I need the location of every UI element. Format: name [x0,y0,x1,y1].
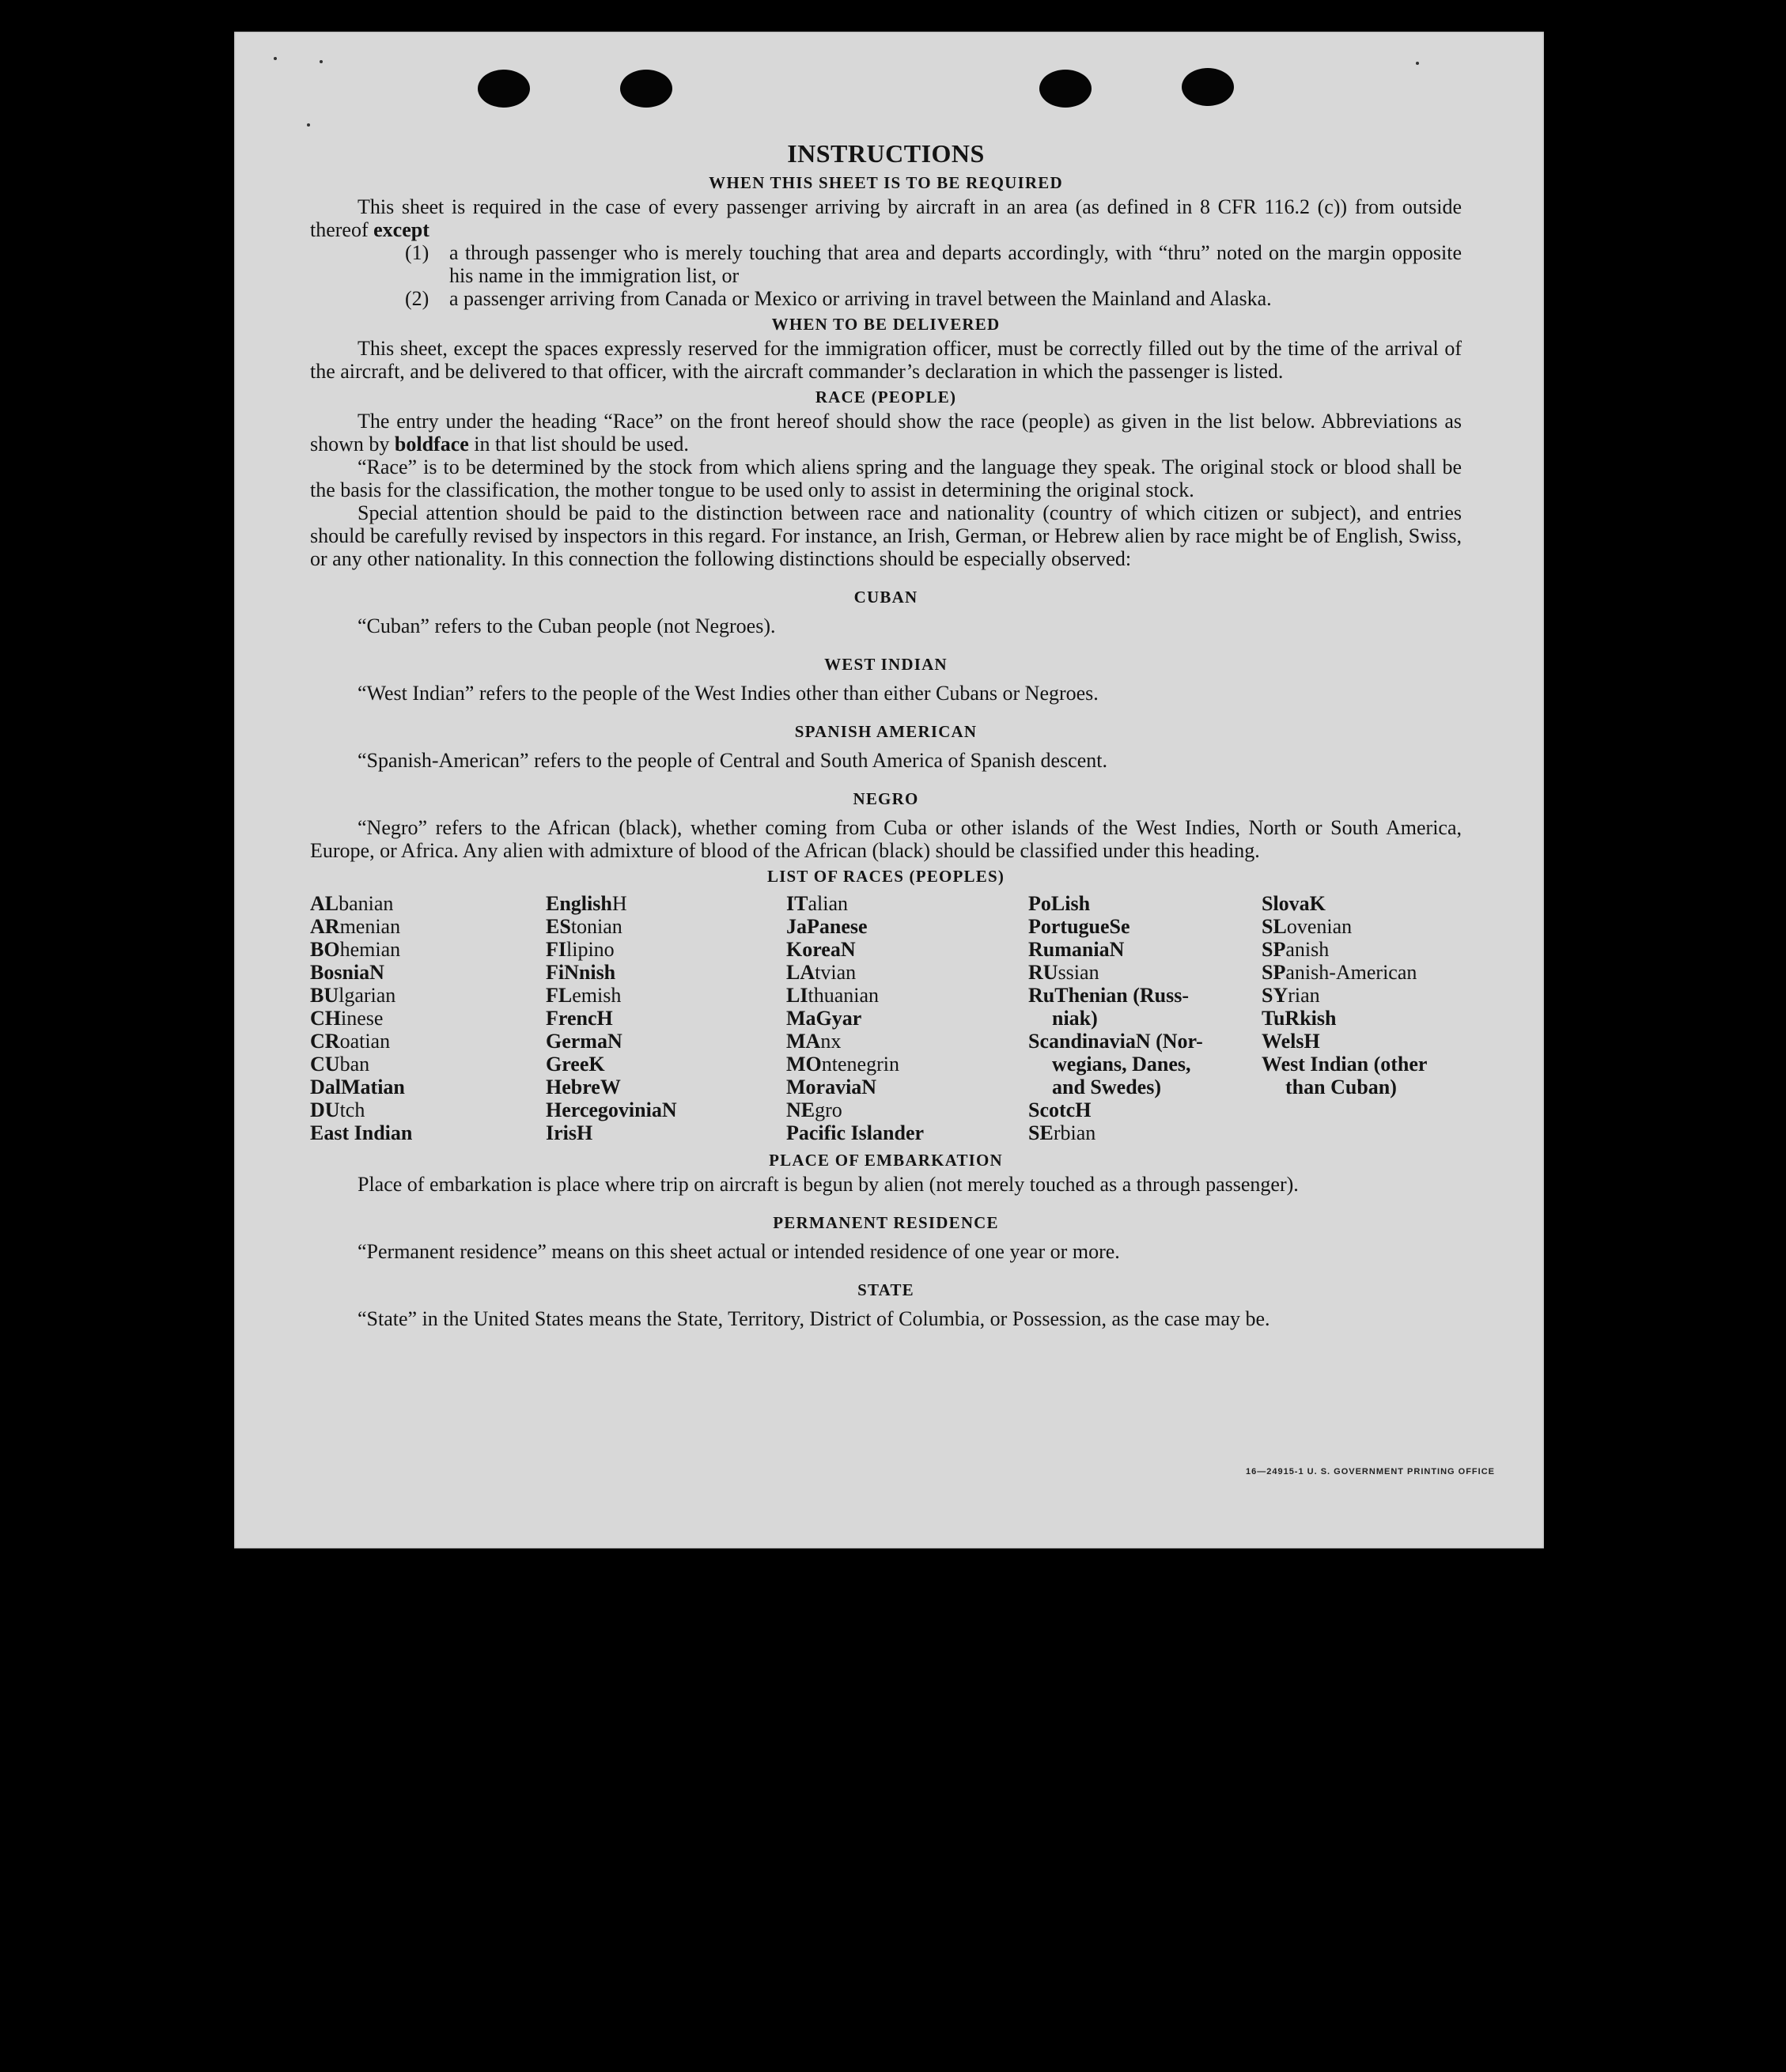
race-abbrev: East Indian [310,1121,413,1144]
text: This sheet is required in the case of every passenger arriving by aircraft in an area (as defined in 8 CFR 116.2 (c)) from outside thereof [310,195,1462,241]
race-abbrev: RU [1028,961,1058,984]
race-entry [1028,1121,1262,1144]
race-rest: lgarian [339,984,396,1007]
race-rest: inese [341,1007,384,1030]
item-number: (2) [405,287,429,310]
section-heading: CUBAN [853,588,918,607]
race-rest: tonian [570,915,622,938]
item-number: (1) [405,241,429,264]
race-entry [1262,1053,1462,1076]
item-text: a through passenger who is merely touching that area and departs accordingly, with “thru” noted on the margin opposite his name in the immigration list, or [449,241,1462,287]
race-entry [546,1030,786,1053]
race-entry [1262,1076,1462,1098]
race-abbrev: NE [786,1098,815,1121]
punch-hole [1182,68,1234,106]
race-entry [1028,1076,1262,1098]
race-abbrev: MoraviaN [786,1076,877,1098]
race-entry [1028,892,1262,915]
race-entry [546,1007,786,1030]
race-entry [786,1076,1028,1098]
punch-hole [1039,70,1092,108]
paragraph: “Permanent residence” means on this sheet actual or intended residence of one year or more. [358,1240,1120,1263]
race-abbrev: BosniaN [310,961,384,984]
race-abbrev: West Indian (other [1262,1053,1428,1076]
race-entry [1028,915,1262,938]
paragraph: “Negro” refers to the African (black), whether coming from Cuba or other islands of the West Indies, North or South America, Europe, or Africa. Any alien with admixture of blood of the African (black) should be classified under this heading. [310,816,1462,862]
race-rest: alian [808,892,848,915]
item-text: a passenger arriving from Canada or Mexico or arriving in travel between the Mainland and Alaska. [449,287,1272,310]
race-entry [786,984,1028,1007]
race-entry [310,1053,546,1076]
race-rest: H [611,892,627,915]
section-heading: WHEN THIS SHEET IS TO BE REQUIRED [709,173,1063,192]
race-abbrev: English [546,892,612,915]
race-rest: anish-American [1285,961,1417,984]
document-sheet [234,32,1544,1548]
paragraph [310,195,1462,241]
punch-hole [620,70,672,108]
race-abbrev: GermaN [546,1030,622,1053]
text: in that list should be used. [474,433,689,456]
race-entry [546,1053,786,1076]
race-entry [786,1007,1028,1030]
race-entry [1028,1007,1262,1030]
race-entry [1262,1030,1462,1053]
race-abbrev: ES [546,915,571,938]
race-abbrev: FrencH [546,1007,613,1030]
race-entry [1262,1007,1462,1030]
race-rest: anish [1285,938,1330,961]
race-abbrev: JaPanese [786,915,868,938]
race-abbrev: FiNnish [546,961,616,984]
race-abbrev: DU [310,1098,340,1121]
race-entry [546,1076,786,1098]
race-entry [546,938,786,961]
race-entry [1262,1098,1462,1121]
race-entry [786,1098,1028,1121]
race-entry [310,961,546,984]
race-rest: tvian [815,961,857,984]
race-abbrev: ScotcH [1028,1098,1092,1121]
paragraph: “West Indian” refers to the people of the West Indies other than either Cubans or Negroes. [358,682,1099,705]
punch-hole [478,70,530,108]
race-abbrev: TuRkish [1262,1007,1337,1030]
race-abbrev: CU [310,1053,340,1076]
paragraph: Special attention should be paid to the distinction between race and nationality (country of which citizen or subject), and entries should be carefully revised by inspectors in this regard. For instance, an Irish, German, or Hebrew alien by race might be of English, Swiss, or any other nationality. In this connection the following distinctions should be especially observed: [310,501,1462,570]
speck [274,57,277,60]
race-entry [1028,1030,1262,1053]
instructions-body [310,138,1462,1330]
race-entry [546,961,786,984]
race-entry [310,1076,546,1098]
race-abbrev: IrisH [546,1121,593,1144]
race-entry [546,1121,786,1144]
race-rest: ssian [1058,961,1099,984]
race-abbrev: AR [310,915,340,938]
race-entry [310,1098,546,1121]
paragraph: “State” in the United States means the State, Territory, District of Columbia, or Possession, as the case may be. [358,1307,1270,1330]
race-entry [786,1030,1028,1053]
printer-code: 16—24915-1 U. S. GOVERNMENT PRINTING OFFICE [1245,1467,1495,1476]
page-title: INSTRUCTIONS [787,139,985,168]
race-entry [1028,961,1262,984]
text: The entry under the heading “Race” on the front hereof should show the race (people) as given in the list below. Abbreviations as shown by [310,410,1462,456]
race-abbrev: MA [786,1030,821,1053]
race-abbrev: IT [786,892,808,915]
race-entry [786,892,1028,915]
race-entry [1262,892,1462,915]
race-abbrev: CR [310,1030,340,1053]
race-entry [1028,1098,1262,1121]
race-entry [786,961,1028,984]
race-entry [310,1007,546,1030]
race-abbrev: FI [546,938,566,961]
race-rest: tch [339,1098,365,1121]
race-entry [786,938,1028,961]
bold-text: boldface [394,433,469,456]
race-entry [310,915,546,938]
speck [320,60,323,63]
race-abbrev: MO [786,1053,822,1076]
races-list [310,892,1462,1144]
section-heading: NEGRO [853,789,919,808]
race-rest: banian [339,892,394,915]
race-rest: rbian [1053,1121,1096,1144]
race-rest: rian [1288,984,1320,1007]
race-abbrev: WelsH [1262,1030,1320,1053]
race-entry [1028,984,1262,1007]
race-rest: nx [820,1030,842,1053]
race-rest: ban [339,1053,370,1076]
paragraph: Place of embarkation is place where trip on aircraft is begun by alien (not merely touched as a through passenger). [358,1173,1299,1196]
race-abbrev: BO [310,938,340,961]
race-entry [546,984,786,1007]
race-entry [1262,938,1462,961]
race-entry [310,1121,546,1144]
race-abbrev: HercegoviniaN [546,1098,677,1121]
race-rest: hemian [339,938,401,961]
race-abbrev: PortugueSe [1028,915,1130,938]
race-abbrev: MaGyar [786,1007,862,1030]
section-heading: WHEN TO BE DELIVERED [771,315,1001,334]
race-abbrev: ScandinaviaN (Nor- [1028,1030,1203,1053]
race-rest: ovenian [1286,915,1353,938]
race-abbrev: SL [1262,915,1287,938]
race-abbrev: HebreW [546,1076,621,1098]
race-abbrev: Pacific Islander [786,1121,925,1144]
race-abbrev: BU [310,984,339,1007]
section-heading: PERMANENT RESIDENCE [773,1213,999,1232]
race-abbrev: SlovaK [1262,892,1326,915]
race-entry [546,892,786,915]
section-heading: LIST OF RACES (PEOPLES) [766,867,1005,886]
speck [1416,62,1419,65]
race-entry [310,892,546,915]
race-entry [546,1098,786,1121]
list-item [310,287,1462,310]
race-rest: ntenegrin [821,1053,899,1076]
race-rest: menian [339,915,401,938]
race-abbrev: and Swedes) [1052,1076,1161,1098]
race-rest: lipino [566,938,615,961]
race-abbrev: CH [310,1007,341,1030]
race-abbrev: SY [1262,984,1288,1007]
race-entry [1262,984,1462,1007]
race-entry [310,938,546,961]
speck [307,123,310,127]
race-abbrev: SE [1028,1121,1054,1144]
race-abbrev: LI [786,984,808,1007]
race-entry [1262,961,1462,984]
race-entry [1028,938,1262,961]
race-abbrev: RuThenian (Russ- [1028,984,1190,1007]
section-heading: STATE [857,1280,914,1299]
paragraph: “Race” is to be determined by the stock from which aliens spring and the language they speak. The original stock or blood shall be the basis for the classification, the mother tongue to be used only to assist in determining the original stock. [310,456,1462,501]
race-rest: emish [572,984,622,1007]
race-abbrev: SP [1262,961,1286,984]
race-entry [310,1030,546,1053]
section-heading: WEST INDIAN [824,655,948,674]
race-abbrev: RumaniaN [1028,938,1125,961]
race-abbrev: GreeK [546,1053,605,1076]
paragraph: “Cuban” refers to the Cuban people (not Negroes). [358,614,776,637]
race-rest: gro [815,1098,842,1121]
race-abbrev: LA [786,961,815,984]
paragraph [310,410,1462,456]
paragraph: “Spanish-American” refers to the people of Central and South America of Spanish descent. [358,749,1107,772]
race-entry [310,984,546,1007]
paragraph: This sheet, except the spaces expressly reserved for the immigration officer, must be correctly filled out by the time of the arrival of the aircraft, and be delivered to that officer, with the aircraft commander’s declaration in which the passenger is listed. [310,337,1462,383]
race-abbrev: FL [546,984,573,1007]
race-entry [786,915,1028,938]
race-entry [1028,1053,1262,1076]
list-item [310,241,1462,287]
race-entry [1262,915,1462,938]
race-entry [786,1121,1028,1144]
section-heading: SPANISH AMERICAN [794,722,978,741]
race-abbrev: niak) [1052,1007,1098,1030]
race-entry [546,915,786,938]
race-abbrev: AL [310,892,339,915]
race-abbrev: wegians, Danes, [1052,1053,1191,1076]
race-abbrev: KoreaN [786,938,856,961]
race-rest: thuanian [808,984,879,1007]
section-heading: RACE (PEOPLE) [815,388,957,406]
bold-text: except [373,218,429,241]
race-abbrev: than Cuban) [1285,1076,1397,1098]
race-abbrev: DalMatian [310,1076,405,1098]
race-abbrev: SP [1262,938,1286,961]
race-abbrev: PoLish [1028,892,1091,915]
race-entry [1262,1121,1462,1144]
race-rest: oatian [339,1030,391,1053]
section-heading: PLACE OF EMBARKATION [769,1151,1003,1170]
race-entry [786,1053,1028,1076]
